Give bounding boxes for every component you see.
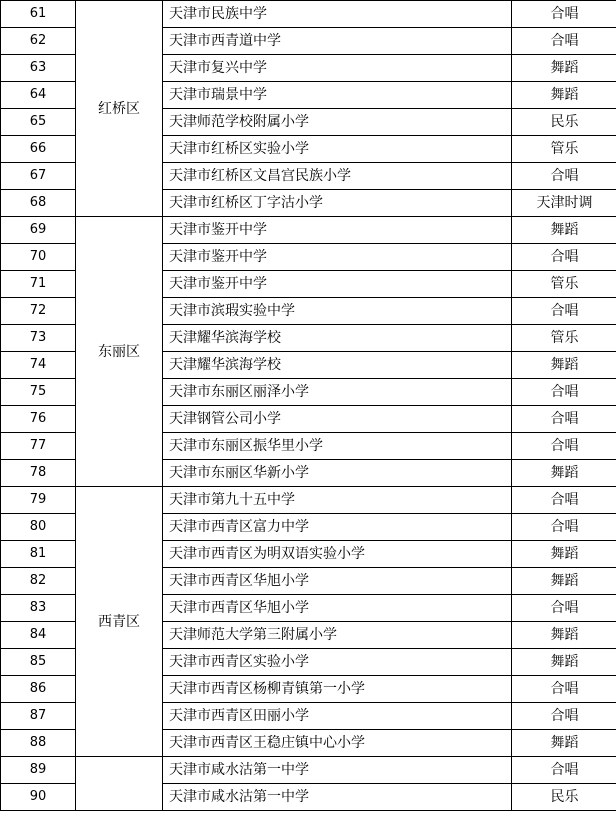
school-name-cell: 天津市西青区杨柳青镇第一小学: [163, 676, 512, 703]
row-number-cell: 70: [1, 244, 76, 271]
row-number-cell: 83: [1, 595, 76, 622]
row-number-cell: 76: [1, 406, 76, 433]
category-cell: 民乐: [512, 784, 616, 811]
category-cell: 合唱: [512, 433, 616, 460]
category-cell: 管乐: [512, 136, 616, 163]
school-name-cell: 天津市民族中学: [163, 1, 512, 28]
table-row: [1, 757, 616, 784]
row-number-cell: 89: [1, 757, 76, 784]
school-name-cell: 天津市咸水沽第一中学: [163, 757, 512, 784]
district-cell: 红桥区: [76, 1, 163, 217]
school-name-cell: 天津市西青道中学: [163, 28, 512, 55]
school-name-cell: 天津市复兴中学: [163, 55, 512, 82]
school-name-cell: 天津市东丽区华新小学: [163, 460, 512, 487]
row-number-cell: 81: [1, 541, 76, 568]
district-cell: 东丽区: [76, 217, 163, 487]
school-name-cell: 天津市第九十五中学: [163, 487, 512, 514]
row-number-cell: 64: [1, 82, 76, 109]
row-number-cell: 62: [1, 28, 76, 55]
category-cell: 合唱: [512, 514, 616, 541]
category-cell: 合唱: [512, 298, 616, 325]
district-cell: [76, 757, 163, 811]
category-cell: 合唱: [512, 757, 616, 784]
category-cell: 舞蹈: [512, 460, 616, 487]
category-cell: 舞蹈: [512, 55, 616, 82]
school-name-cell: 天津师范大学第三附属小学: [163, 622, 512, 649]
row-number-cell: 63: [1, 55, 76, 82]
category-cell: 舞蹈: [512, 730, 616, 757]
category-cell: 管乐: [512, 325, 616, 352]
table-row: [1, 1, 616, 28]
school-name-cell: 天津市咸水沽第一中学: [163, 784, 512, 811]
category-cell: 天津时调: [512, 190, 616, 217]
table-row: [1, 217, 616, 244]
row-number-cell: 69: [1, 217, 76, 244]
row-number-cell: 84: [1, 622, 76, 649]
row-number-cell: 72: [1, 298, 76, 325]
category-cell: 合唱: [512, 28, 616, 55]
row-number-cell: 87: [1, 703, 76, 730]
school-name-cell: 天津耀华滨海学校: [163, 325, 512, 352]
table-body: [1, 1, 616, 811]
category-cell: 舞蹈: [512, 82, 616, 109]
school-name-cell: 天津市西青区为明双语实验小学: [163, 541, 512, 568]
category-cell: 舞蹈: [512, 649, 616, 676]
row-number-cell: 78: [1, 460, 76, 487]
category-cell: 合唱: [512, 1, 616, 28]
row-number-cell: 61: [1, 1, 76, 28]
school-name-cell: 天津市东丽区振华里小学: [163, 433, 512, 460]
school-name-cell: 天津市鉴开中学: [163, 217, 512, 244]
category-cell: 舞蹈: [512, 217, 616, 244]
row-number-cell: 85: [1, 649, 76, 676]
row-number-cell: 75: [1, 379, 76, 406]
category-cell: 合唱: [512, 379, 616, 406]
school-name-cell: 天津耀华滨海学校: [163, 352, 512, 379]
category-cell: 舞蹈: [512, 622, 616, 649]
category-cell: 管乐: [512, 271, 616, 298]
row-number-cell: 80: [1, 514, 76, 541]
table-row: [1, 487, 616, 514]
row-number-cell: 65: [1, 109, 76, 136]
school-name-cell: 天津市西青区富力中学: [163, 514, 512, 541]
school-name-cell: 天津市西青区田丽小学: [163, 703, 512, 730]
school-name-cell: 天津市西青区实验小学: [163, 649, 512, 676]
row-number-cell: 90: [1, 784, 76, 811]
school-name-cell: 天津市滨瑕实验中学: [163, 298, 512, 325]
category-cell: 合唱: [512, 676, 616, 703]
school-name-cell: 天津市瑞景中学: [163, 82, 512, 109]
school-name-cell: 天津市西青区华旭小学: [163, 568, 512, 595]
school-name-cell: 天津市红桥区文昌宫民族小学: [163, 163, 512, 190]
row-number-cell: 79: [1, 487, 76, 514]
category-cell: 合唱: [512, 487, 616, 514]
school-name-cell: 天津市西青区华旭小学: [163, 595, 512, 622]
category-cell: 舞蹈: [512, 352, 616, 379]
school-name-cell: 天津市红桥区实验小学: [163, 136, 512, 163]
row-number-cell: 82: [1, 568, 76, 595]
category-cell: 合唱: [512, 244, 616, 271]
row-number-cell: 73: [1, 325, 76, 352]
row-number-cell: 88: [1, 730, 76, 757]
category-cell: 民乐: [512, 109, 616, 136]
school-name-cell: 天津市鉴开中学: [163, 271, 512, 298]
school-name-cell: 天津市东丽区丽泽小学: [163, 379, 512, 406]
school-name-cell: 天津市西青区王稳庄镇中心小学: [163, 730, 512, 757]
school-name-cell: 天津市鉴开中学: [163, 244, 512, 271]
category-cell: 合唱: [512, 406, 616, 433]
row-number-cell: 66: [1, 136, 76, 163]
row-number-cell: 86: [1, 676, 76, 703]
school-name-cell: 天津师范学校附属小学: [163, 109, 512, 136]
school-name-cell: 天津钢管公司小学: [163, 406, 512, 433]
category-cell: 合唱: [512, 703, 616, 730]
category-cell: 舞蹈: [512, 541, 616, 568]
category-cell: 舞蹈: [512, 568, 616, 595]
district-cell: 西青区: [76, 487, 163, 757]
row-number-cell: 68: [1, 190, 76, 217]
row-number-cell: 67: [1, 163, 76, 190]
row-number-cell: 74: [1, 352, 76, 379]
category-cell: 合唱: [512, 595, 616, 622]
row-number-cell: 77: [1, 433, 76, 460]
school-name-cell: 天津市红桥区丁字沽小学: [163, 190, 512, 217]
category-cell: 合唱: [512, 163, 616, 190]
row-number-cell: 71: [1, 271, 76, 298]
